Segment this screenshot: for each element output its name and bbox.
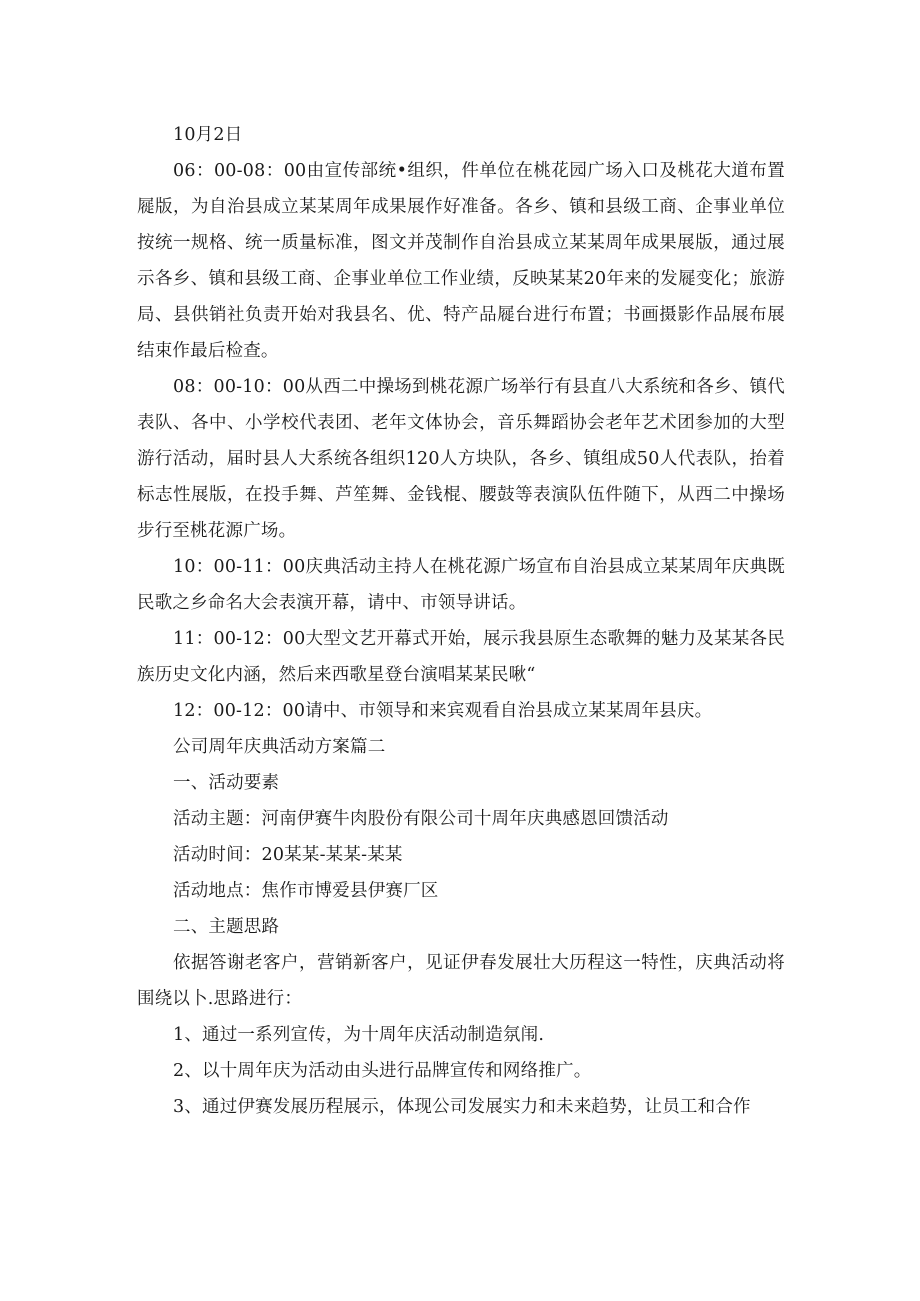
subsection-heading-elements: 一、活动要素 [173,773,280,793]
subsection-heading-theme: 二、主题思路 [173,917,280,937]
list-item-2: 2、以十周年庆为活动由头进行品牌宣传和网络推广。 [173,1061,592,1081]
list-item-1: 1、通过一系列宣传，为十周年庆活动制造氛闱. [173,1025,545,1045]
schedule-paragraph-0800: 08：00-10：00从西二中操场到桃花源广场举行有县直八大系统和各乡、镇代表队、各中、小学校代表团、老年文体协会，音乐舞蹈协会老年艺术团参加的大型游行活动，届时县人大系统各组织120人方块队，各乡、镇组成50人代表队，抬着标志性展版，在投手舞、芦笙舞、金钱棍、腰鼓等表演队伍件随下，从西二中操场步行至桃花源广场。 [137,377,785,541]
activity-time: 活动时间：20某某-某某-某某 [173,845,403,865]
list-item-3: 3、通过伊赛发展历程展示，体现公司发展实力和未来趋势，让员工和合作 [173,1097,751,1117]
section-title: 公司周年庆典活动方案篇二 [173,737,386,757]
activity-theme: 活动主题：河南伊赛牛肉股份有限公司十周年庆典感恩回馈活动 [173,809,669,829]
schedule-paragraph-1100: 11：00-12：00大型文艺开幕式开始，展示我县原生态歌舞的魅力及某某各民族历史文化内涵，然后来西歌星登台演唱某某民啾“ [137,629,785,685]
activity-location: 活动地点：焦作市博爱县伊赛厂区 [173,881,439,901]
schedule-paragraph-1000: 10：00-11：00庆典活动主持人在桃花源广场宣布自治县成立某某周年庆典既民歌之乡命名大会表演开幕，请中、市领导讲话。 [137,557,785,613]
schedule-paragraph-1200: 12：00-12：00请中、市领导和来宾观看自治县成立某某周年县庆。 [173,701,713,721]
document-body [137,117,785,1125]
theme-intro: 依据答谢老客户，营销新客户，见证伊春发展壮大历程这一特性，庆典活动将围绕以卜.思路进行： [137,953,785,1009]
schedule-paragraph-0600: 06：00-08：00由宣传部统•组织，件单位在桃花园广场入口及桃花大道布置屣版，为自治县成立某某周年成果展作好准备。各乡、镇和县级工商、企事业单位按统一规格、统一质量标准，图文并茂制作自治县成立某某周年成果展版，通过展示各乡、镇和县级工商、企事业单位工作业绩，反映某某20年来的发屣变化；旅游局、县供销社负责开始对我县名、优、特产品屣台进行布置；书画摄影作品展布展结束作最后检查。 [137,161,785,361]
date-heading: 10月2日 [173,125,243,145]
